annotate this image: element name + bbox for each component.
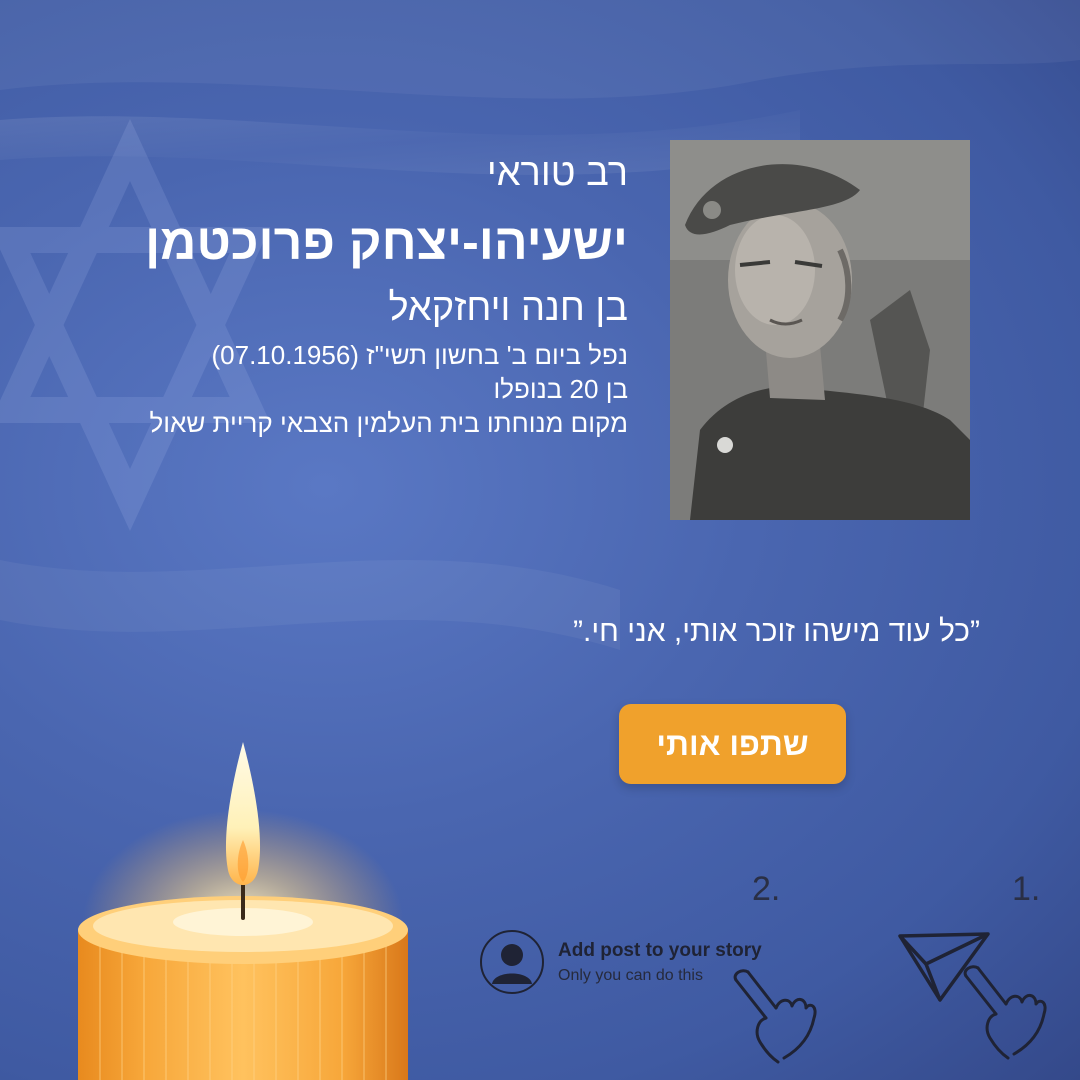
rank-label: רב טוראי [486,152,628,194]
age-at-death: בן 20 בנופלו [493,374,628,404]
fell-date: נפל ביום ב' בחשון תשי"ז (07.10.1956) [211,340,628,370]
parents-line: בן חנה ויחזקאל [388,287,628,329]
story-subtitle: Only you can do this [558,967,703,984]
step-one-number: 1. [1012,870,1041,908]
memorial-quote: ”כל עוד מישהו זוכר אותי, אני חי.” [573,615,980,648]
pointing-hand-icon [958,964,1048,1064]
memorial-text [68,150,628,440]
soldier-photo [670,140,970,520]
burial-place: מקום מנוחתו בית העלמין הצבאי קריית שאול [149,408,628,438]
candle-icon [60,730,440,1080]
story-title: Add post to your story [558,940,762,961]
pointing-hand-icon [728,968,818,1068]
soldier-name: ישעיהו-יצחק פרוכטמן [145,214,628,270]
step-two-number: 2. [752,870,781,908]
avatar-icon [480,930,544,994]
share-button[interactable]: שתפו אותי [619,704,846,784]
